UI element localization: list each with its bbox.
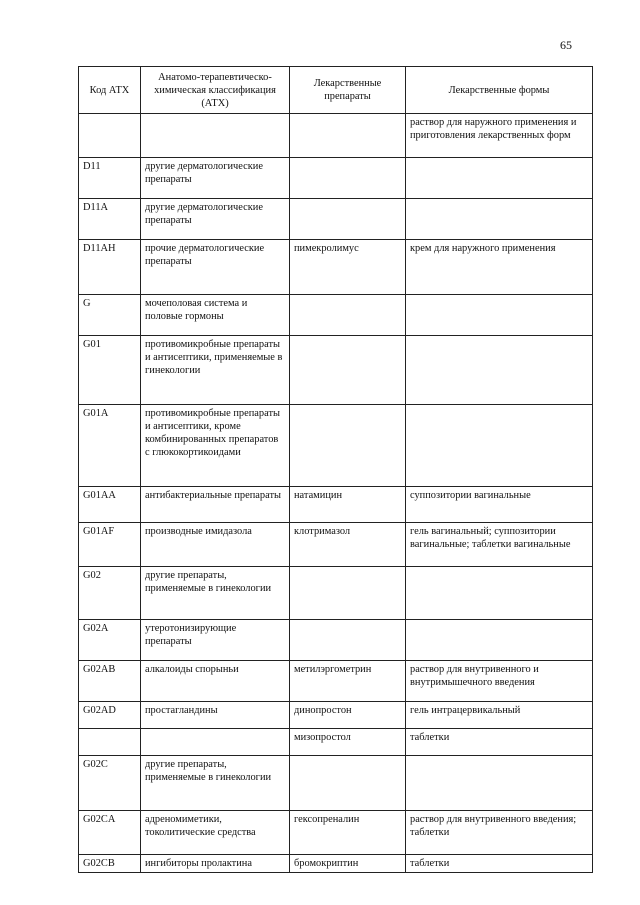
cell-drug [290, 199, 406, 240]
cell-drug: бромокриптин [290, 855, 406, 873]
cell-class: производные имидазола [141, 523, 290, 567]
cell-class: ингибиторы пролактина [141, 855, 290, 873]
cell-code: G02A [79, 620, 141, 661]
cell-form [406, 405, 593, 487]
cell-code: G02CA [79, 811, 141, 855]
cell-drug [290, 336, 406, 405]
cell-form [406, 295, 593, 336]
cell-drug [290, 756, 406, 811]
cell-class: другие дерматологические препараты [141, 158, 290, 199]
cell-code [79, 114, 141, 158]
cell-form [406, 620, 593, 661]
cell-form [406, 567, 593, 620]
header-code: Код АТХ [79, 67, 141, 114]
cell-drug: динопростон [290, 702, 406, 729]
cell-form [406, 756, 593, 811]
cell-form: гель вагинальный; суппозитории вагинальные; таблетки вагинальные [406, 523, 593, 567]
cell-form [406, 336, 593, 405]
table-row [79, 336, 593, 405]
header-forms: Лекарственные формы [406, 67, 593, 114]
page-number: 65 [560, 38, 572, 52]
table-row [79, 567, 593, 620]
cell-drug: пимекролимус [290, 240, 406, 295]
table-row [79, 702, 593, 729]
cell-class [141, 729, 290, 756]
header-classification: Анатомо-терапевтическо-химическая классификация (АТХ) [141, 67, 290, 114]
atx-table [78, 66, 593, 873]
cell-drug [290, 295, 406, 336]
cell-code: D11AH [79, 240, 141, 295]
header-drugs: Лекарственные препараты [290, 67, 406, 114]
table-row [79, 756, 593, 811]
table-header-row [79, 67, 593, 114]
cell-code: G01 [79, 336, 141, 405]
cell-drug [290, 405, 406, 487]
table-row [79, 855, 593, 873]
table-row [79, 405, 593, 487]
cell-drug: натамицин [290, 487, 406, 523]
cell-code: G02C [79, 756, 141, 811]
table-row [79, 661, 593, 702]
cell-form: раствор для внутривенного введения; таблетки [406, 811, 593, 855]
cell-form: раствор для наружного применения и приготовления лекарственных форм [406, 114, 593, 158]
cell-drug: клотримазол [290, 523, 406, 567]
cell-form: крем для наружного применения [406, 240, 593, 295]
cell-form: гель интрацервикальный [406, 702, 593, 729]
cell-class: мочеполовая система и половые гормоны [141, 295, 290, 336]
cell-code: G01A [79, 405, 141, 487]
table-row [79, 158, 593, 199]
cell-code [79, 729, 141, 756]
cell-class [141, 114, 290, 158]
cell-code: G02 [79, 567, 141, 620]
table-row [79, 811, 593, 855]
cell-class: адреномиметики, токолитические средства [141, 811, 290, 855]
cell-code: G02AB [79, 661, 141, 702]
table-row [79, 240, 593, 295]
cell-form [406, 158, 593, 199]
cell-drug: гексопреналин [290, 811, 406, 855]
cell-form: раствор для внутривенного и внутримышечного введения [406, 661, 593, 702]
cell-class: антибактериальные препараты [141, 487, 290, 523]
table-row [79, 620, 593, 661]
table-row [79, 199, 593, 240]
cell-class: алкалоиды спорыньи [141, 661, 290, 702]
cell-class: прочие дерматологические препараты [141, 240, 290, 295]
cell-code: G [79, 295, 141, 336]
cell-class: противомикробные препараты и антисептики, кроме комбинированных препаратов с глюкокортикоидами [141, 405, 290, 487]
cell-form: суппозитории вагинальные [406, 487, 593, 523]
cell-code: G02AD [79, 702, 141, 729]
cell-code: G01AF [79, 523, 141, 567]
cell-drug: метилэргометрин [290, 661, 406, 702]
cell-code: D11 [79, 158, 141, 199]
table-row [79, 114, 593, 158]
cell-drug [290, 158, 406, 199]
table-row [79, 523, 593, 567]
cell-class: другие препараты, применяемые в гинекологии [141, 756, 290, 811]
cell-form [406, 199, 593, 240]
cell-drug: мизопростол [290, 729, 406, 756]
table-row [79, 295, 593, 336]
cell-class: утеротонизирующие препараты [141, 620, 290, 661]
cell-drug [290, 567, 406, 620]
cell-class: другие дерматологические препараты [141, 199, 290, 240]
cell-class: другие препараты, применяемые в гинекологии [141, 567, 290, 620]
table-row [79, 487, 593, 523]
cell-class: противомикробные препараты и антисептики, применяемые в гинекологии [141, 336, 290, 405]
cell-code: G01AA [79, 487, 141, 523]
cell-code: D11A [79, 199, 141, 240]
table-row [79, 729, 593, 756]
cell-class: простагландины [141, 702, 290, 729]
cell-drug [290, 620, 406, 661]
cell-code: G02CB [79, 855, 141, 873]
cell-form: таблетки [406, 729, 593, 756]
cell-form: таблетки [406, 855, 593, 873]
cell-drug [290, 114, 406, 158]
